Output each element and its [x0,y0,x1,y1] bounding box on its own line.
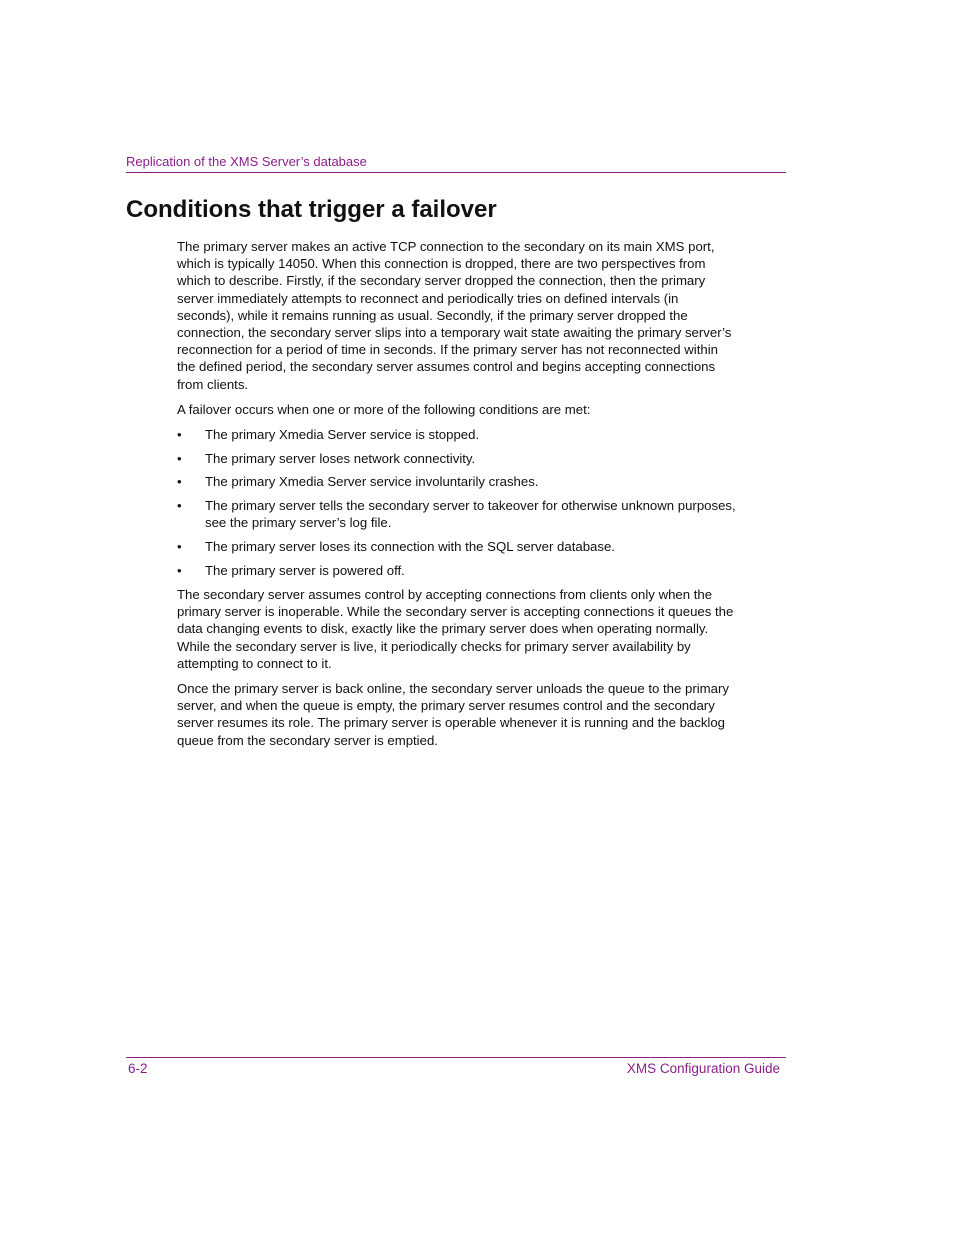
list-item-text: The primary Xmedia Server service involuntarily crashes. [205,474,539,490]
list-item [177,473,737,490]
list-item [177,450,737,467]
document-title: XMS Configuration Guide [626,1061,780,1076]
paragraph-primary-recovery: Once the primary server is back online, the secondary server unloads the queue to the primary server, and when the queue is empty, the primary server resumes control and the secondary server resumes its role. The primary server is operable whenever it is running and the backlog queue from the secondary server is emptied. [177,680,729,748]
bullet-glyph: • [177,474,182,490]
list-item-text: The primary server tells the secondary server to takeover for otherwise unknown purposes, see the primary server’s log file. [205,498,736,531]
bullet-glyph: • [177,427,182,443]
header-divider [126,172,786,173]
body-content [177,238,737,757]
list-item [177,538,737,555]
bullet-glyph: • [177,539,182,555]
section-title: Conditions that trigger a failover [126,196,497,223]
list-item-text: The primary server loses its connection with the SQL server database. [205,539,615,555]
paragraph-secondary-control: The secondary server assumes control by accepting connections from clients only when the primary server is inoperable. While the secondary server is accepting connections it queues the data changing events to disk, exactly like the primary server does when operating normally. While the secondary server is live, it periodically checks for primary server availability by attempting to connect to it. [177,586,734,671]
bullet-glyph: • [177,562,182,578]
bullet-glyph: • [177,498,182,514]
list-item-text: The primary server is powered off. [205,562,405,578]
list-item [177,562,737,579]
page-number: 6-2 [128,1061,148,1076]
list-item-text: The primary server loses network connectivity. [205,450,476,466]
list-item [177,497,737,531]
list-item [177,426,737,443]
conditions-list [177,426,737,579]
paragraph-conditions-intro: A failover occurs when one or more of the following conditions are met: [177,401,591,417]
running-header: Replication of the XMS Server’s database [126,154,367,169]
bullet-glyph: • [177,450,182,466]
paragraph-failover-perspectives: The primary server makes an active TCP connection to the secondary on its main XMS port, which is typically 14050. When this connection is dropped, there are two perspectives from which to describe. Firstly, if the secondary server dropped the connection, then the primary server immediately attempts to reconnect and periodically tries on defined intervals (in seconds), while it remains running as usual. Secondly, if the primary server dropped the connection, the secondary server slips into a temporary wait state awaiting the primary server’s reconnection for a period of time in seconds. If the primary server has not reconnected within the defined period, the secondary server assumes control and begins accepting connections from clients. [177,239,732,392]
list-item-text: The primary Xmedia Server service is stopped. [205,427,480,443]
footer-divider [126,1057,786,1058]
